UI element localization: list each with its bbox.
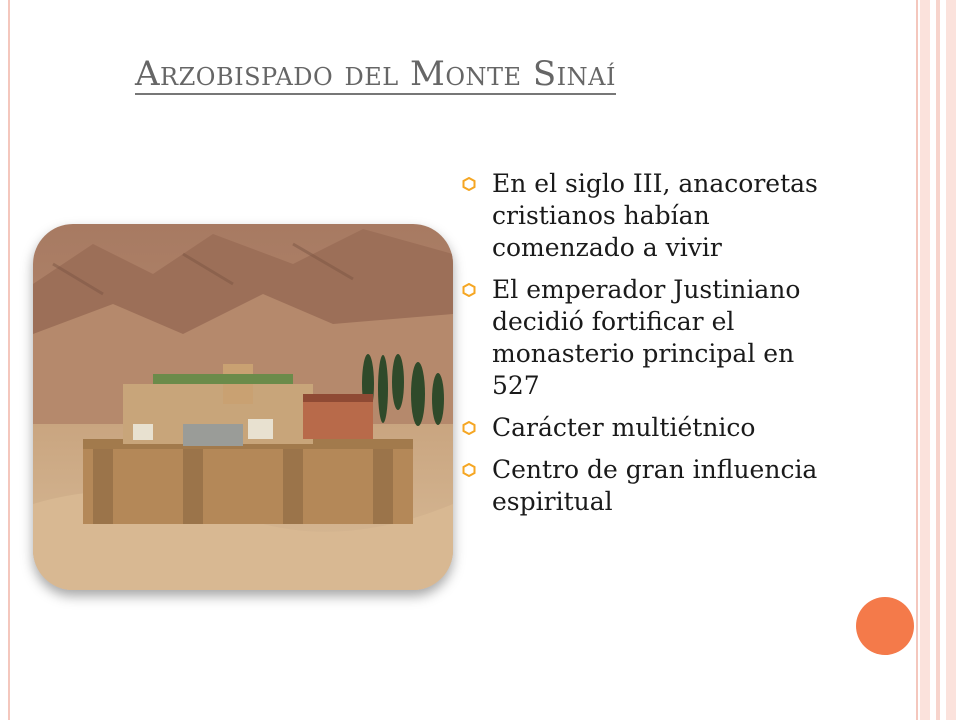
list-item [462, 168, 822, 264]
stripe [936, 0, 940, 720]
list-item [462, 412, 822, 444]
stripe [920, 0, 930, 720]
hexagon-bullet-icon [462, 463, 476, 477]
hexagon-bullet-icon [462, 177, 476, 191]
bullet-text: Carácter multiétnico [492, 413, 756, 442]
monastery-illustration [33, 224, 453, 590]
stripe [946, 0, 956, 720]
hexagon-bullet-icon [462, 283, 476, 297]
bullet-text: En el siglo III, anacoretas cristianos habían comenzado a vivir [492, 169, 818, 262]
monastery-photo [33, 224, 453, 590]
list-item [462, 454, 822, 518]
accent-circle [856, 597, 914, 655]
hexagon-bullet-icon [462, 421, 476, 435]
slide-title: Arzobispado del Monte Sinaí [135, 54, 616, 94]
decorative-stripes [920, 0, 960, 720]
bullet-list [462, 168, 822, 528]
list-item [462, 274, 822, 402]
bullet-text: Centro de gran influencia espiritual [492, 455, 818, 516]
bullet-text: El emperador Justiniano decidió fortificar el monasterio principal en 527 [492, 275, 801, 400]
